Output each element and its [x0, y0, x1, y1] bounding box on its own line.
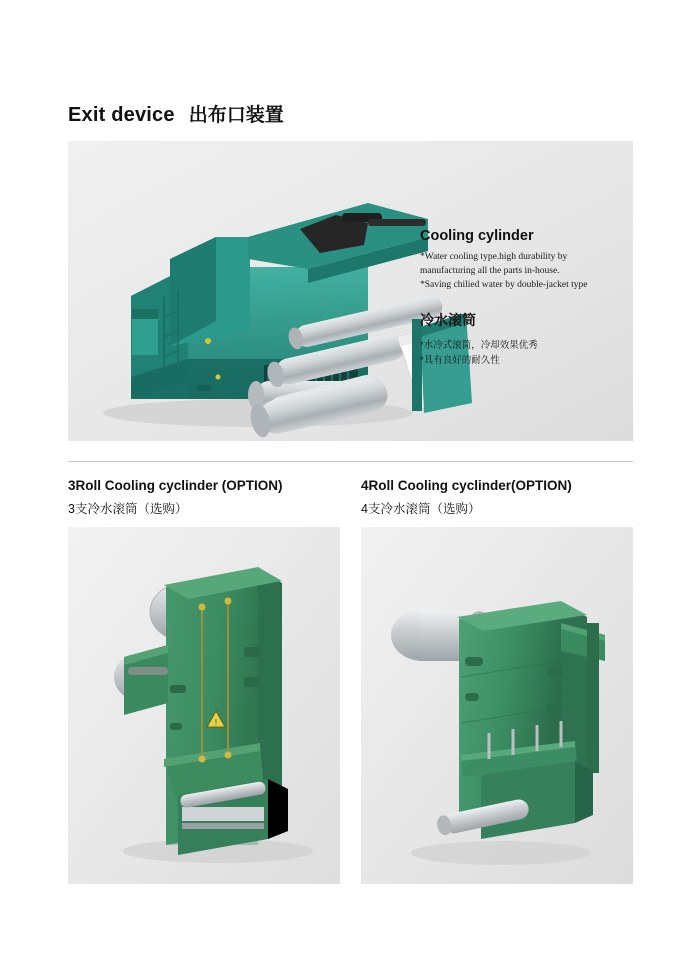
- section-divider: [68, 461, 633, 462]
- panel-3roll-photo: [68, 527, 340, 884]
- svg-text:!: !: [214, 718, 218, 727]
- main-caption: [420, 228, 635, 369]
- panel-4roll: [361, 478, 633, 884]
- caption-bullet-cn-2: *具有良好的耐久性: [420, 355, 500, 367]
- panel-3roll-title-cn: 3支冷水滚筒（选购）: [68, 502, 188, 516]
- four-roll-machine-illustration: [361, 527, 633, 884]
- caption-bullet-en-2: manufacturing all the parts in-house.: [420, 265, 560, 276]
- panel-4roll-title-cn: 4支冷水滚筒（选购）: [361, 502, 481, 516]
- page-title: [68, 100, 284, 127]
- panel-3roll-title-en: 3Roll Cooling cyclinder (OPTION): [68, 478, 283, 493]
- caption-bullet-en-1: *Water cooling type.high durability by: [420, 252, 568, 262]
- panel-4roll-photo: [361, 527, 633, 884]
- caption-title-cn: 冷水滚筒: [420, 312, 476, 329]
- panel-3roll: [68, 478, 340, 884]
- page-title-en: Exit device: [68, 104, 175, 126]
- panel-4roll-title-en: 4Roll Cooling cyclinder(OPTION): [361, 478, 572, 493]
- caption-bullet-cn-1: *水冷式滚筒，冷却效果优秀: [420, 340, 538, 352]
- caption-title-en: Cooling cylinder: [420, 228, 534, 244]
- caption-bullet-en-3: *Saving chilied water by double-jacket type: [420, 279, 588, 290]
- page-title-cn: 出布口装置: [188, 105, 284, 126]
- three-roll-machine-illustration: [68, 527, 340, 884]
